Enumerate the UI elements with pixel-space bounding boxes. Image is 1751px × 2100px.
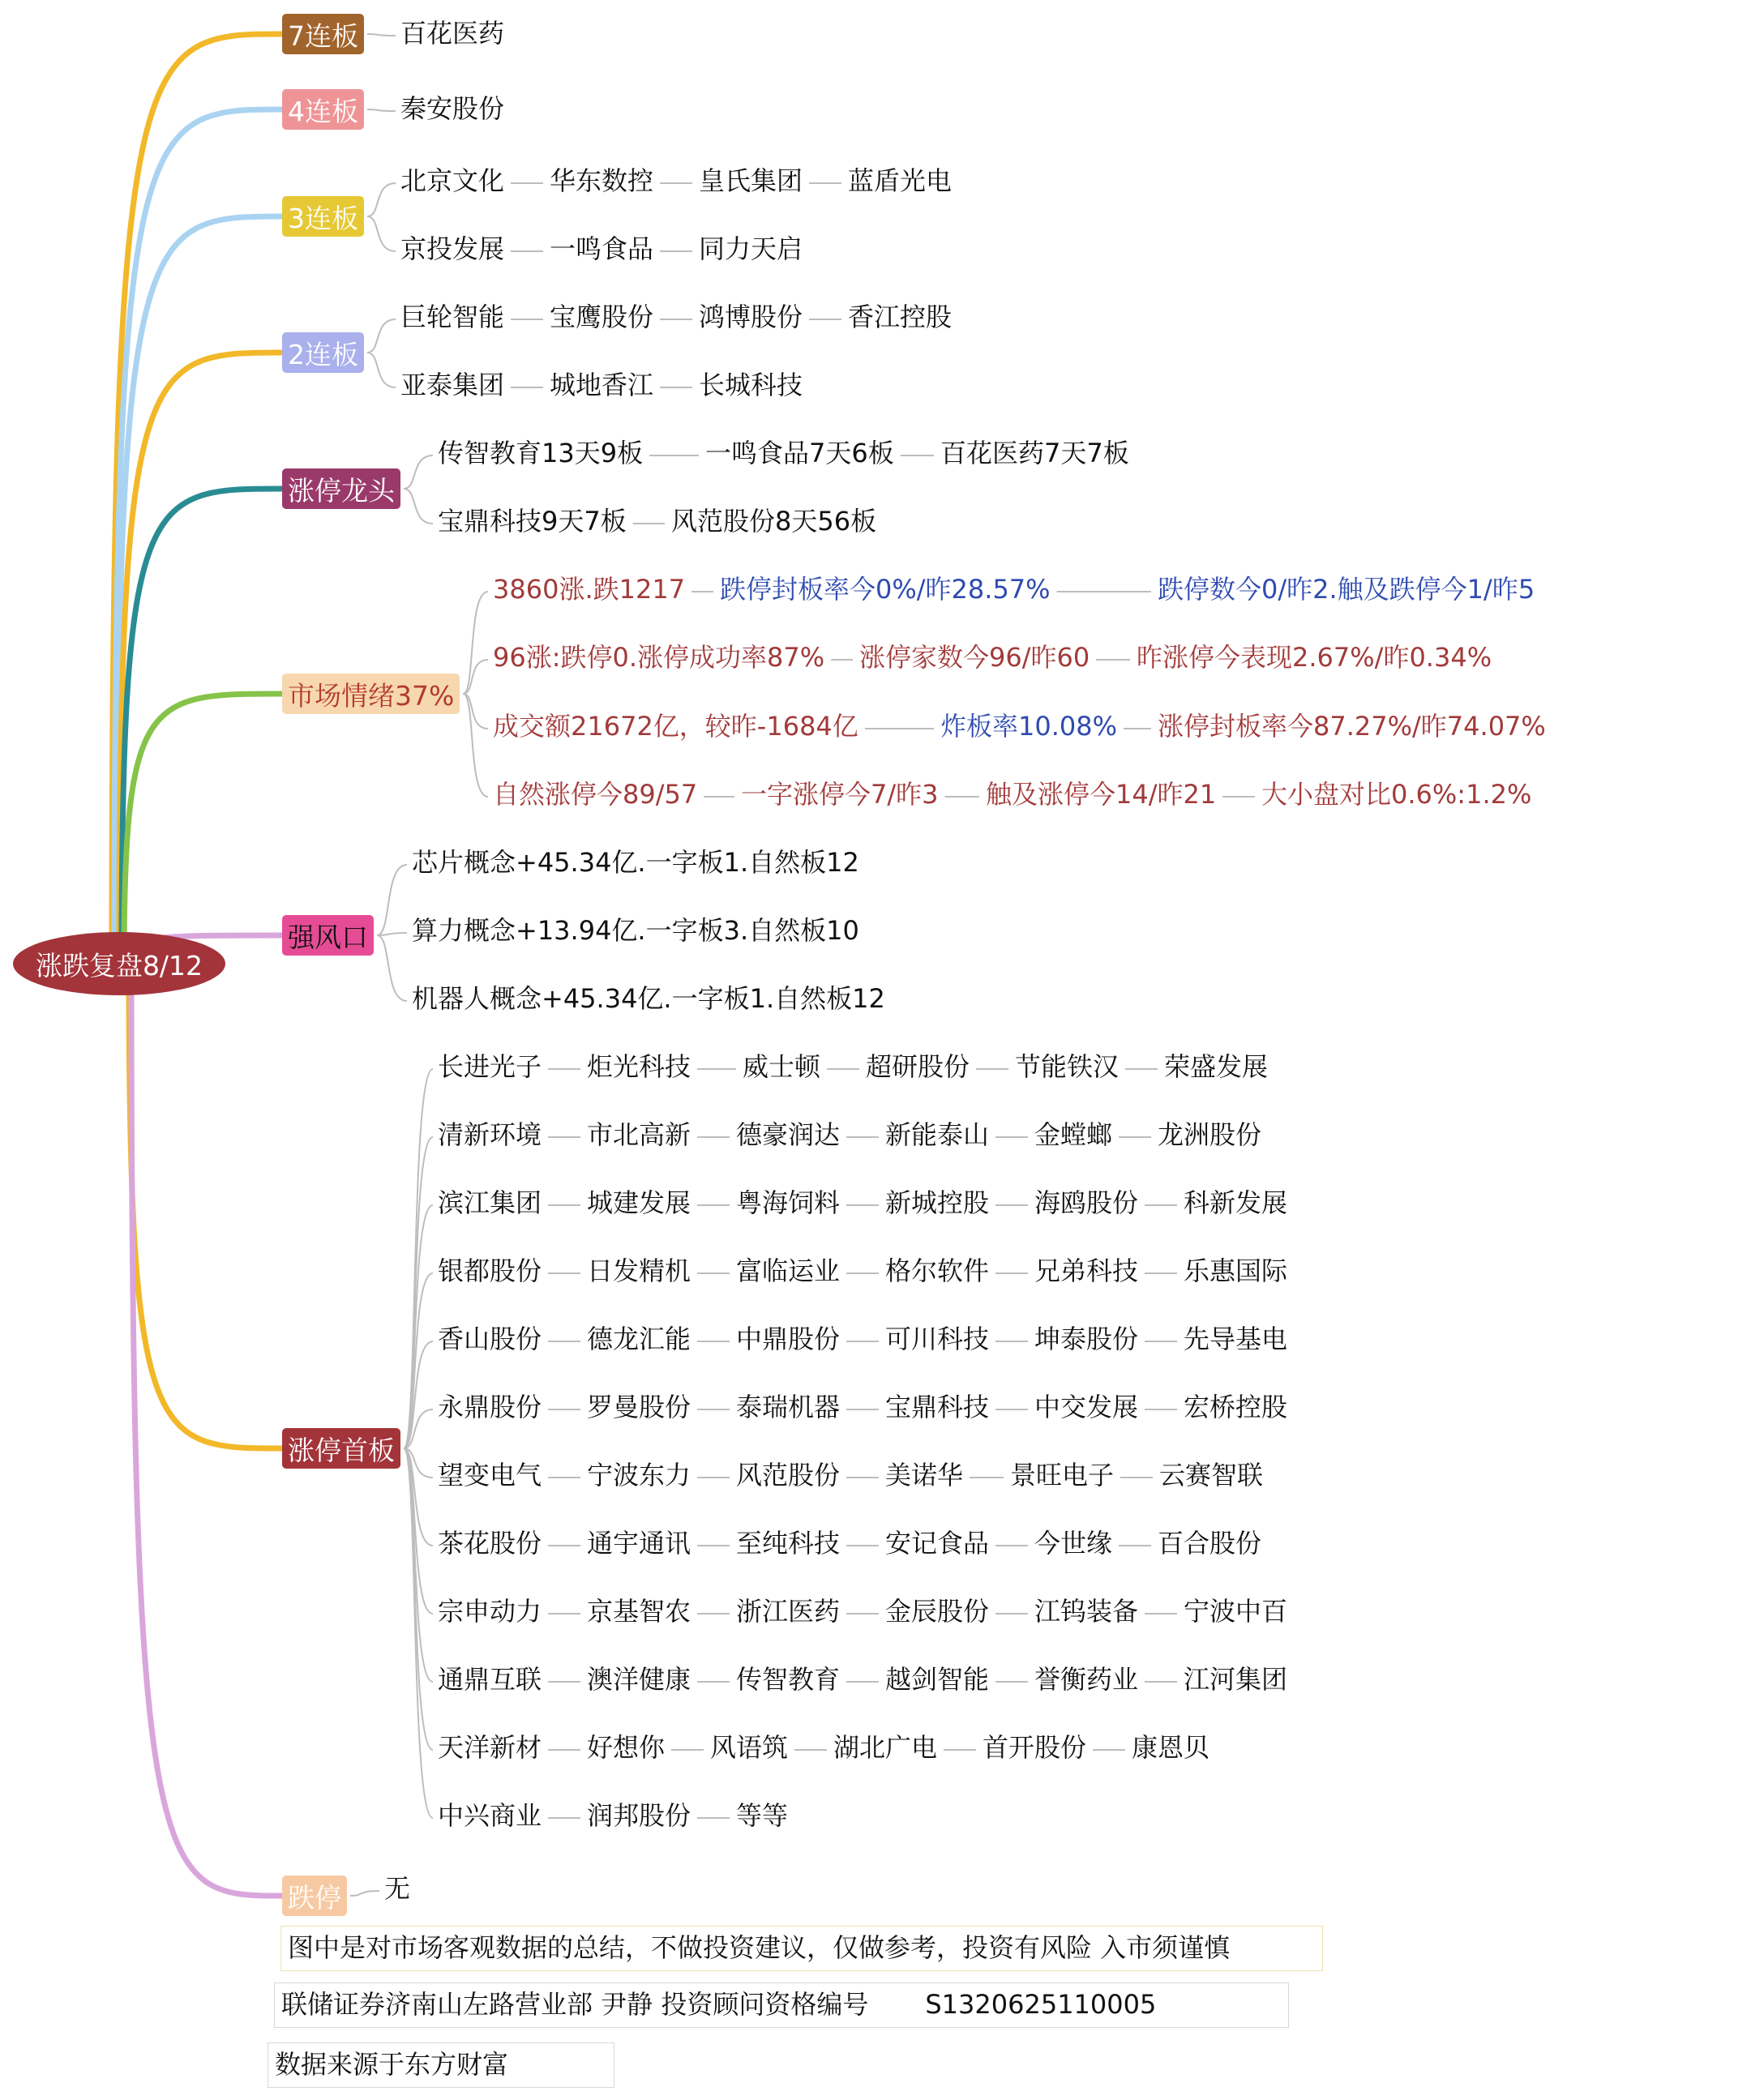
stock-item[interactable]: 今世缘 — [1034, 1528, 1113, 1559]
sentiment-item[interactable]: 涨停家数今96/昨60 — [859, 642, 1090, 673]
advisor-note: 联储证券济南山左路营业部 尹静 投资顾问资格编号 S1320625110005 — [274, 1982, 1289, 2028]
stock-item[interactable]: 滨江集团 — [438, 1187, 542, 1218]
stock-item[interactable]: 科新发展 — [1184, 1187, 1288, 1218]
sentiment-item[interactable]: 昨涨停今表现2.67%/昨0.34% — [1137, 642, 1492, 673]
stock-item[interactable]: 宗申动力 — [438, 1596, 542, 1627]
category-hot-sectors[interactable]: 强风口 — [282, 915, 374, 956]
stock-item[interactable]: 同力天启 — [699, 233, 803, 264]
stock-item[interactable]: 城建发展 — [587, 1187, 691, 1218]
sector-item[interactable]: 机器人概念+45.34亿.一字板1.自然板12 — [412, 983, 885, 1014]
stock-item[interactable]: 安记食品 — [885, 1528, 990, 1559]
stock-item[interactable]: 京投发展 — [400, 233, 505, 264]
sentiment-item[interactable]: 炸板率10.08% — [940, 711, 1118, 742]
stock-item[interactable]: 亚泰集团 — [400, 370, 505, 400]
stock-item[interactable]: 江河集团 — [1184, 1664, 1288, 1695]
stock-item[interactable]: 香山股份 — [438, 1324, 542, 1354]
stock-item[interactable]: 通宇通讯 — [587, 1528, 691, 1559]
leader-item[interactable]: 传智教育13天9板 — [438, 438, 644, 468]
bracket-connector — [350, 1891, 379, 1896]
center-node-title[interactable]: 涨跌复盘8/12 — [13, 932, 225, 995]
leader-item[interactable]: 宝鼎科技9天7板 — [438, 506, 627, 537]
stock-item[interactable]: 市北高新 — [587, 1119, 691, 1150]
stock-item[interactable]: 百合股份 — [1158, 1528, 1262, 1559]
category-3-lianban[interactable]: 3连板 — [282, 196, 364, 237]
sentiment-item[interactable]: 3860涨.跌1217 — [493, 574, 686, 605]
stock-item[interactable]: 一鸣食品 — [550, 233, 654, 264]
category-4-lianban[interactable]: 4连板 — [282, 89, 364, 130]
stock-item[interactable]: 长城科技 — [699, 370, 803, 400]
bracket-connector — [404, 1448, 433, 1818]
sentiment-item[interactable]: 自然涨停今89/57 — [493, 779, 698, 810]
sentiment-item[interactable]: 大小盘对比0.6%:1.2% — [1261, 779, 1532, 810]
stock-item[interactable]: 浙江医药 — [736, 1596, 841, 1627]
stock-item[interactable]: 乐惠国际 — [1184, 1255, 1288, 1286]
sentiment-item[interactable]: 96涨:跌停0.涨停成功率87% — [493, 642, 825, 673]
stock-item[interactable]: 秦安股份 — [400, 93, 505, 124]
stock-item[interactable]: 宝鹰股份 — [550, 302, 654, 332]
stock-item[interactable]: 宝鼎科技 — [885, 1392, 990, 1422]
source-note: 数据来源于东方财富 — [268, 2042, 614, 2088]
stock-item[interactable]: 望变电气 — [438, 1460, 542, 1491]
bracket-connector — [367, 319, 396, 353]
stock-item[interactable]: 风语筑 — [710, 1732, 789, 1763]
stock-item[interactable]: 先导基电 — [1184, 1324, 1288, 1354]
stock-item[interactable]: 澳洋健康 — [587, 1664, 691, 1695]
category-2-lianban[interactable]: 2连板 — [282, 332, 364, 373]
stock-item[interactable]: 巨轮智能 — [400, 302, 505, 332]
bracket-connector — [404, 455, 433, 489]
bracket-connector — [367, 216, 396, 251]
stock-item[interactable]: 风范股份 — [736, 1460, 841, 1491]
stock-item[interactable]: 新能泰山 — [885, 1119, 990, 1150]
sentiment-item[interactable]: 一字涨停今7/昨3 — [741, 779, 939, 810]
stock-item[interactable]: 坤泰股份 — [1034, 1324, 1139, 1354]
stock-item[interactable]: 京基智农 — [587, 1596, 691, 1627]
leader-item[interactable]: 一鸣食品7天6板 — [705, 438, 894, 468]
stock-item[interactable]: 威士顿 — [743, 1051, 821, 1082]
stock-item[interactable]: 罗曼股份 — [587, 1392, 691, 1422]
stock-item[interactable]: 香江控股 — [848, 302, 953, 332]
stock-item[interactable]: 海鸥股份 — [1034, 1187, 1139, 1218]
stock-item[interactable]: 城地香江 — [550, 370, 654, 400]
bracket-connector — [404, 1069, 433, 1448]
stock-item[interactable]: 荣盛发展 — [1164, 1051, 1269, 1082]
stock-item[interactable]: 新城控股 — [885, 1187, 990, 1218]
bracket-connector — [463, 694, 488, 797]
stock-item[interactable]: 云赛智联 — [1159, 1460, 1264, 1491]
sentiment-item[interactable]: 跌停数今0/昨2.触及跌停今1/昨5 — [1158, 574, 1535, 605]
stock-item[interactable]: 泰瑞机器 — [736, 1392, 841, 1422]
stock-item[interactable]: 德龙汇能 — [587, 1324, 691, 1354]
sector-item[interactable]: 算力概念+13.94亿.一字板3.自然板10 — [412, 915, 859, 946]
stock-item[interactable]: 好想你 — [587, 1732, 666, 1763]
stock-item[interactable]: 通鼎互联 — [438, 1664, 542, 1695]
bracket-connector — [367, 353, 396, 387]
stock-item[interactable]: 德豪润达 — [736, 1119, 841, 1150]
leader-item[interactable]: 百花医药7天7板 — [940, 438, 1129, 468]
leader-item[interactable]: 风范股份8天56板 — [671, 506, 877, 537]
stock-item[interactable]: 格尔软件 — [885, 1255, 990, 1286]
stock-item[interactable]: 宁波东力 — [587, 1460, 691, 1491]
stock-item[interactable]: 传智教育 — [736, 1664, 841, 1695]
bracket-connector — [377, 865, 407, 935]
stock-item[interactable]: 日发精机 — [587, 1255, 691, 1286]
stock-item[interactable]: 富临运业 — [736, 1255, 841, 1286]
stock-item[interactable]: 龙洲股份 — [1158, 1119, 1262, 1150]
stock-item[interactable]: 天洋新材 — [438, 1732, 542, 1763]
sentiment-item[interactable]: 跌停封板率今0%/昨28.57% — [720, 574, 1051, 605]
category-7-lianban[interactable]: 7连板 — [282, 14, 364, 54]
category-limit-up-leaders[interactable]: 涨停龙头 — [282, 468, 400, 509]
stock-item[interactable]: 康恩贝 — [1132, 1732, 1210, 1763]
stock-item[interactable]: 兄弟科技 — [1034, 1255, 1139, 1286]
stock-item[interactable]: 永鼎股份 — [438, 1392, 542, 1422]
stock-item[interactable]: 誉衡药业 — [1034, 1664, 1139, 1695]
stock-item[interactable]: 粤海饲料 — [736, 1187, 841, 1218]
stock-item[interactable]: 越剑智能 — [885, 1664, 990, 1695]
stock-item[interactable]: 宏桥控股 — [1184, 1392, 1288, 1422]
stock-item[interactable]: 润邦股份 — [587, 1800, 691, 1831]
stock-item[interactable]: 华东数控 — [550, 165, 654, 196]
stock-item[interactable]: 银都股份 — [438, 1255, 542, 1286]
stock-item[interactable]: 美诺华 — [885, 1460, 964, 1491]
stock-item[interactable]: 茶花股份 — [438, 1528, 542, 1559]
category-limit-down[interactable]: 跌停 — [282, 1875, 347, 1916]
stock-item[interactable]: 金辰股份 — [885, 1596, 990, 1627]
sector-item[interactable]: 芯片概念+45.34亿.一字板1.自然板12 — [412, 847, 859, 878]
category-market-sentiment[interactable]: 市场情绪37% — [282, 674, 460, 714]
stock-item[interactable]: 等等 — [736, 1800, 789, 1831]
stock-item[interactable]: 清新环境 — [438, 1119, 542, 1150]
stock-item[interactable]: 百花医药 — [400, 18, 505, 49]
stock-item[interactable]: 中兴商业 — [438, 1800, 542, 1831]
stock-item[interactable]: 中鼎股份 — [736, 1324, 841, 1354]
stock-item[interactable]: 超研股份 — [866, 1051, 970, 1082]
stock-item[interactable]: 可川科技 — [885, 1324, 990, 1354]
stock-item[interactable]: 蓝盾光电 — [848, 165, 953, 196]
stock-item[interactable]: 景旺电子 — [1010, 1460, 1115, 1491]
stock-item[interactable]: 皇氏集团 — [699, 165, 803, 196]
stock-item[interactable]: 鸿博股份 — [699, 302, 803, 332]
stock-item[interactable]: 湖北广电 — [833, 1732, 938, 1763]
stock-item[interactable]: 金螳螂 — [1034, 1119, 1113, 1150]
bracket-connector — [367, 183, 396, 216]
sentiment-item[interactable]: 成交额21672亿，较昨-1684亿 — [493, 711, 858, 742]
sentiment-item[interactable]: 涨停封板率今87.27%/昨74.07% — [1158, 711, 1546, 742]
bracket-connector — [367, 109, 396, 111]
stock-item[interactable]: 江钨装备 — [1034, 1596, 1139, 1627]
disclaimer-note: 图中是对市场客观数据的总结，不做投资建议，仅做参考，投资有风险 入市须谨慎 — [280, 1926, 1323, 1971]
stock-item[interactable]: 首开股份 — [983, 1732, 1087, 1763]
stock-item[interactable]: 中交发展 — [1034, 1392, 1139, 1422]
sentiment-item[interactable]: 触及涨停今14/昨21 — [986, 779, 1217, 810]
bracket-connector — [367, 34, 396, 36]
bracket-connector — [377, 935, 407, 1001]
stock-item[interactable]: 炬光科技 — [587, 1051, 691, 1082]
bracket-connector — [404, 1448, 433, 1614]
stock-item[interactable]: 北京文化 — [400, 165, 505, 196]
bracket-connector — [463, 592, 488, 694]
stock-item[interactable]: 长进光子 — [438, 1051, 542, 1082]
limit-down-item[interactable]: 无 — [384, 1873, 411, 1904]
category-first-limit-up[interactable]: 涨停首板 — [282, 1428, 400, 1469]
bracket-connector — [404, 489, 433, 524]
stock-item[interactable]: 至纯科技 — [736, 1528, 841, 1559]
stock-item[interactable]: 宁波中百 — [1184, 1596, 1288, 1627]
stock-item[interactable]: 节能铁汉 — [1015, 1051, 1120, 1082]
